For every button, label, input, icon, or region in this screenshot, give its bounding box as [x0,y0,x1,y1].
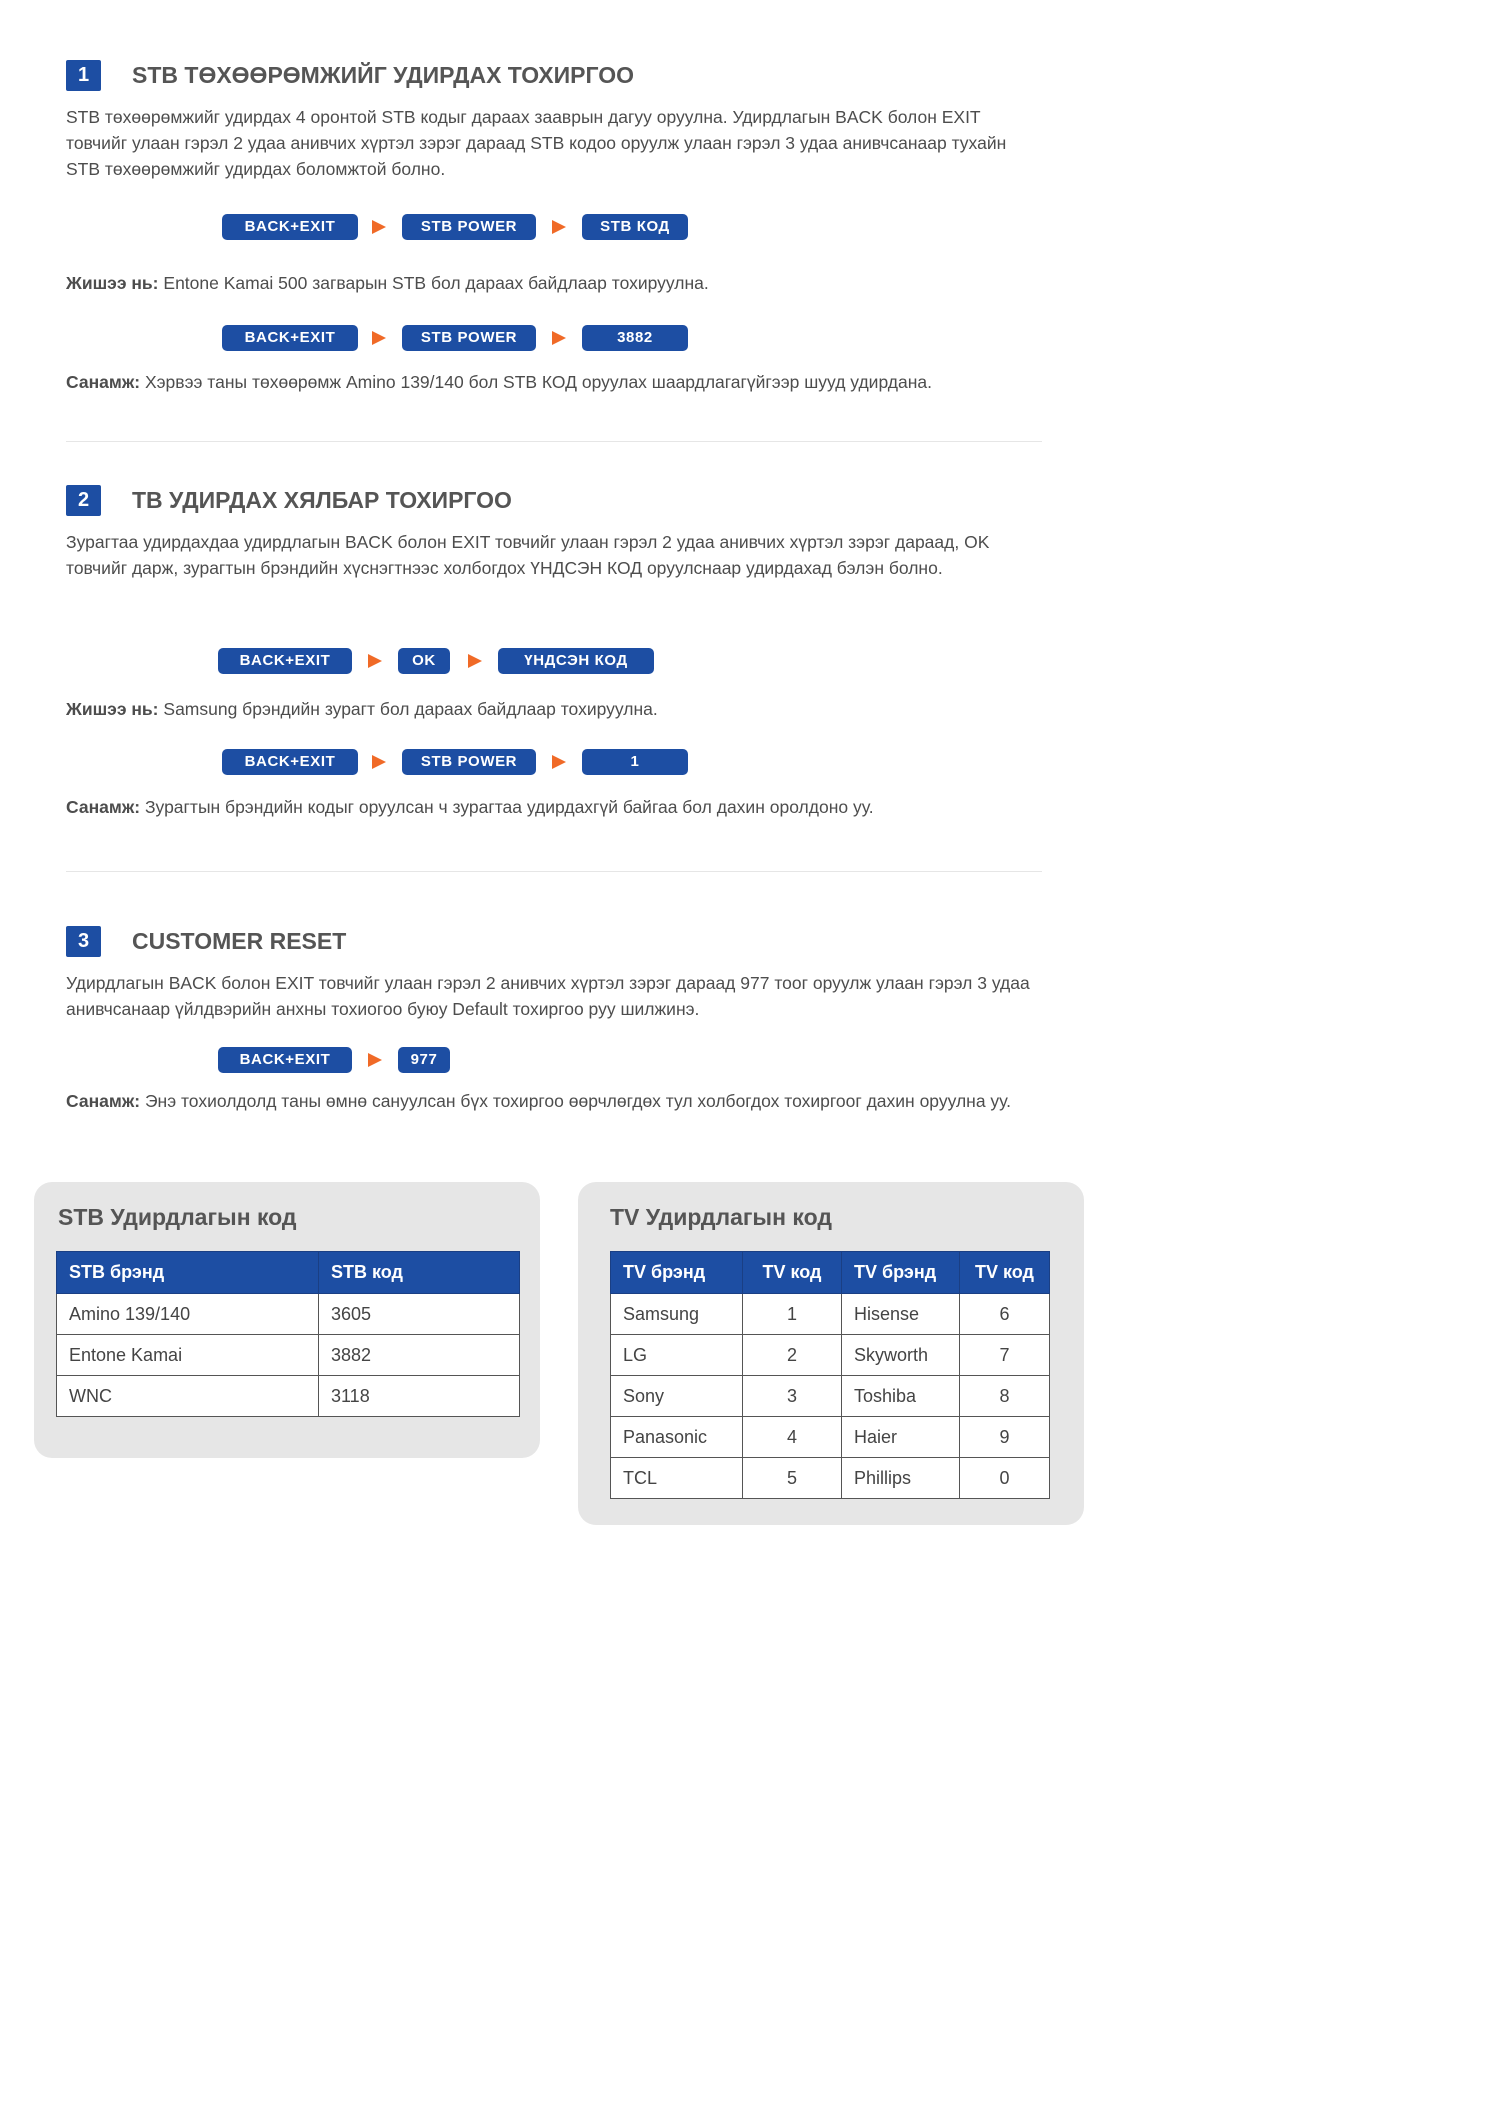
section-title: STB ТӨХӨӨРӨМЖИЙГ УДИРДАХ ТОХИРГОО [132,62,635,88]
arrow-right-icon [468,654,482,668]
brand-cell: WNC [57,1376,319,1417]
column-header: TV брэнд [611,1252,743,1294]
key-back-exit: BACK+EXIT [222,325,358,351]
section-intro: STB төхөөрөмжийг удирдах 4 оронтой STB кодыг дараах зааврын дагуу оруулна. Удирдлагын BACK болон EXIT товчийг улаан гэрэл 2 удаа анивчих хүртэл зэрэг дараад STB кодоо оруулж улаан гэрэл 3 удаа анивчсанаар тухайн STB төхөөрөмжийг удирдах боломжтой болно. [66,107,1007,179]
stb-code-panel [34,1182,540,1458]
table-row [611,1335,1050,1376]
tv-code-panel [578,1182,1084,1525]
code-cell: 4 [743,1417,842,1458]
section-number-badge: 2 [66,485,101,516]
section-number-badge: 1 [66,60,101,91]
key-977: 977 [398,1047,450,1073]
brand-cell: Toshiba [842,1376,960,1417]
note-label: Санамж: [66,372,141,392]
code-cell: 9 [960,1417,1050,1458]
key-sequence-example [222,749,692,775]
key-code-value: 3882 [582,325,688,351]
key-main-code: ҮНДСЭН КОД [498,648,654,674]
key-stb-power: STB POWER [402,214,536,240]
section-intro: Зурагтаа удирдахдаа удирдлагын BACK болон EXIT товчийг улаан гэрэл 2 удаа анивчих хүртэл зэрэг дараад, OK товчийг дарж, зурагтын брэндийн хүснэгтнээс холбогдох ҮНДСЭН КОД оруулснаар удирдахад бэлэн болно. [66,532,990,578]
code-cell: 3118 [319,1376,520,1417]
note-label: Санамж: [66,1091,141,1111]
section-title: ТВ УДИРДАХ ХЯЛБАР ТОХИРГОО [132,487,512,513]
key-back-exit: BACK+EXIT [218,1047,352,1073]
arrow-right-icon [372,755,386,769]
code-cell: 3882 [319,1335,520,1376]
table-row [611,1294,1050,1335]
example-text: Samsung брэндийн зурагт бол дараах байдлаар тохируулна. [163,699,658,719]
arrow-right-icon [368,654,382,668]
brand-cell: Phillips [842,1458,960,1499]
column-header: STB код [319,1252,520,1294]
code-cell: 3605 [319,1294,520,1335]
table-row [57,1335,520,1376]
example-label: Жишээ нь: [66,699,159,719]
column-header: STB брэнд [57,1252,319,1294]
arrow-right-icon [552,220,566,234]
panel-title: TV Удирдлагын код [610,1204,832,1230]
key-sequence [218,1047,458,1073]
arrow-right-icon [552,755,566,769]
arrow-right-icon [552,331,566,345]
table-row [57,1294,520,1335]
column-header: TV код [743,1252,842,1294]
code-cell: 2 [743,1335,842,1376]
key-back-exit: BACK+EXIT [222,749,358,775]
brand-cell: Hisense [842,1294,960,1335]
brand-cell: Haier [842,1417,960,1458]
example-line [66,270,1042,296]
stb-code-table [56,1251,520,1417]
section-divider [66,441,1042,442]
code-cell: 5 [743,1458,842,1499]
section-stb-setup [66,60,1042,400]
note-text: Зурагтын брэндийн кодыг оруулсан ч зурагтаа удирдахгүй байгаа бол дахин оролдоно уу. [144,797,874,817]
table-header-row [611,1252,1050,1294]
brand-cell: Entone Kamai [57,1335,319,1376]
code-cell: 6 [960,1294,1050,1335]
section-divider [66,871,1042,872]
code-cell: 1 [743,1294,842,1335]
column-header: TV брэнд [842,1252,960,1294]
key-code-value: 1 [582,749,688,775]
brand-cell: Samsung [611,1294,743,1335]
note-text: Энэ тохиолдолд таны өмнө сануулсан бүх тохиргоо өөрчлөгдөх тул холбогдох тохиргоог дахин оруулна уу. [144,1091,1012,1111]
code-cell: 7 [960,1335,1050,1376]
key-sequence-example [222,325,692,351]
table-row [611,1376,1050,1417]
note-line [66,1088,1042,1114]
section-customer-reset [66,926,1042,1146]
key-back-exit: BACK+EXIT [218,648,352,674]
note-line [66,794,1042,820]
brand-cell: Panasonic [611,1417,743,1458]
key-stb-code: STB КОД [582,214,688,240]
key-sequence [218,648,658,674]
arrow-right-icon [372,331,386,345]
key-sequence [222,214,692,240]
example-line [66,696,1042,722]
table-header-row [57,1252,520,1294]
example-label: Жишээ нь: [66,273,159,293]
brand-cell: TCL [611,1458,743,1499]
section-tv-setup [66,485,1042,825]
key-stb-power: STB POWER [402,325,536,351]
key-stb-power: STB POWER [402,749,536,775]
key-back-exit: BACK+EXIT [222,214,358,240]
arrow-right-icon [368,1053,382,1067]
panel-title: STB Удирдлагын код [58,1204,297,1230]
key-ok: OK [398,648,450,674]
arrow-right-icon [372,220,386,234]
table-row [611,1417,1050,1458]
brand-cell: LG [611,1335,743,1376]
section-intro: Удирдлагын BACK болон EXIT товчийг улаан гэрэл 2 анивчих хүртэл зэрэг дараад 977 тоог оруулж улаан гэрэл 3 удаа анивчсанаар үйлдвэрийн анхны тохиогоо буюу Default тохиргоо руу шилжинэ. [66,973,1030,1019]
section-number-badge: 3 [66,926,101,957]
column-header: TV код [960,1252,1050,1294]
tv-code-table [610,1251,1050,1499]
note-label: Санамж: [66,797,141,817]
table-row [611,1458,1050,1499]
table-row [57,1376,520,1417]
code-cell: 0 [960,1458,1050,1499]
section-title: CUSTOMER RESET [132,928,347,954]
brand-cell: Skyworth [842,1335,960,1376]
note-line [66,369,1042,395]
example-text: Entone Kamai 500 загварын STB бол дараах байдлаар тохируулна. [163,273,709,293]
brand-cell: Amino 139/140 [57,1294,319,1335]
code-cell: 3 [743,1376,842,1417]
note-text: Хэрвээ таны төхөөрөмж Amino 139/140 бол STB КОД оруулах шаардлагагүйгээр шууд удирдана. [144,372,932,392]
brand-cell: Sony [611,1376,743,1417]
code-cell: 8 [960,1376,1050,1417]
